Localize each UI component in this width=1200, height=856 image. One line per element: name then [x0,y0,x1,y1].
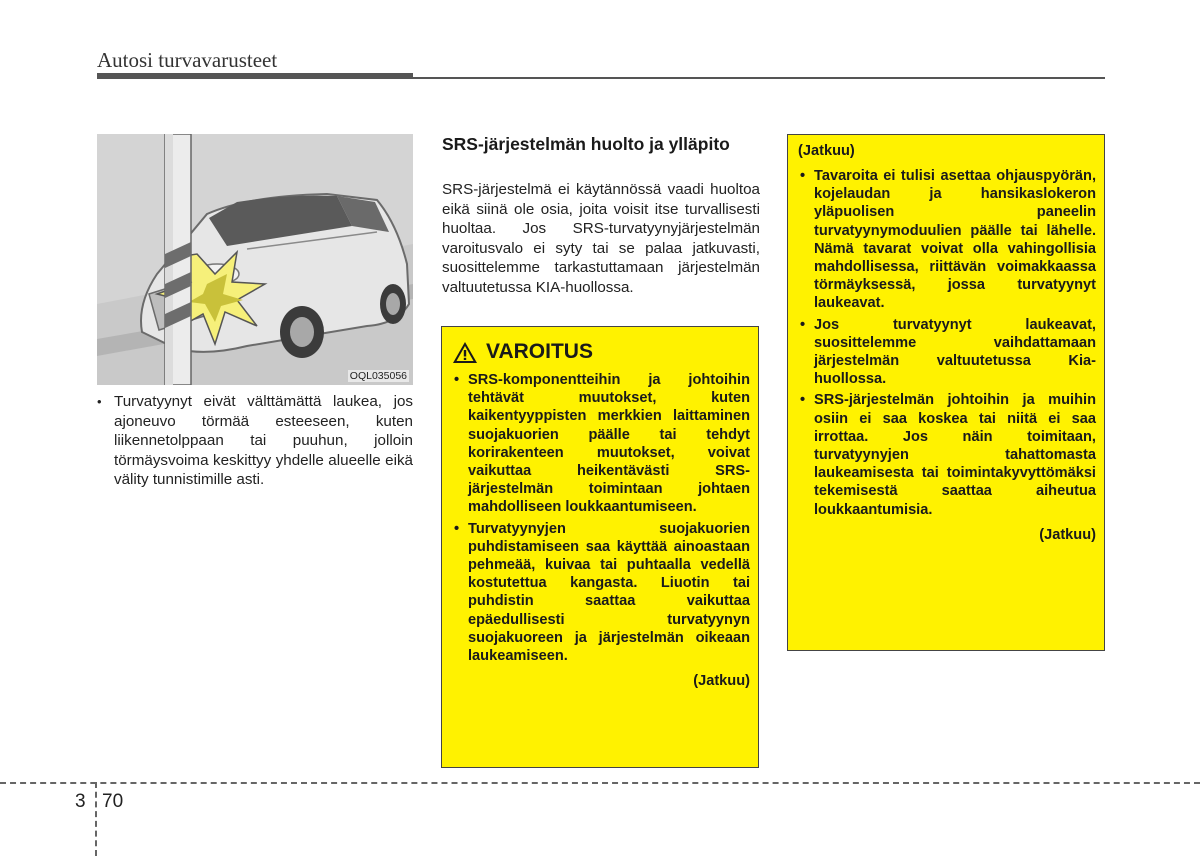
warning-item: • Jos turvatyynyt laukeavat, suosittelemme vaihdattamaan järjestelmän valtuutetussa Kia-huollossa. [798,316,1096,389]
warning-item: • SRS-komponentteihin ja johtoihin tehtävät muutokset, kuten kaikentyyppisten merkkien laittaminen suojakuorien päälle tai tehdyt korirakenteen muutokset, voivat vaikuttaa heikentävästi SRS-järjestelmän toimintaan johtaen mahdolliseen loukkaantumiseen. [452,371,750,517]
continued-label: (Jatkuu) [693,673,750,690]
warning-title-text: VAROITUS [486,340,593,363]
image-code-label: OQL035056 [349,370,407,382]
header-rule-thick [97,73,413,79]
page-header-title: Autosi turvavarusteet [97,48,278,72]
section-heading: SRS-järjestelmän huolto ja ylläpito [442,134,730,154]
continued-bottom-label: (Jatkuu) [1039,526,1096,543]
warning-item: • Tavaroita ei tulisi asettaa ohjauspyörän, kojelaudan ja hansikaslokeron yläpuolisen paneelin turvatyynymoduulien päälle tai lähelle. Nämä tavarat voivat olla vahingollisia mahdollisessa, riittävän voimakkaassa törmäyksessä, jossa turvatyynyt laukeavat. [798,167,1096,313]
header-rule-thin [413,77,1105,79]
section-body: SRS-järjestelmä ei käytännössä vaadi huoltoa eikä siinä ole osia, joita voisit itse turvallisesti huoltaa. Jos SRS-turvatyynyjärjestelmän varoitusvalo ei syty tai se palaa jatkuvasti, suosittelemme tarkastuttamaan järjestelmän valtuutetussa KIA-huollossa. [442,181,760,296]
warning-list [452,371,750,665]
footer-rule [0,782,1200,784]
warning-item: • SRS-järjestelmän johtoihin ja muihin osiin ei saa koskea tai niitä ei saa irrottaa. Jos näin toimitaan, turvatyynyjen tahattomasta laukeamisesta tai toimintakyvyttömäksi tekemisestä saattaa aiheutua loukkaantumisia. [798,391,1096,518]
warning-item: • Turvatyynyjen suojakuorien puhdistamiseen saa käyttää ainoastaan pehmeää, kuivaa tai puhtaalla vedellä kostutettua kangasta. Liuotin tai puhdistin saattaa vaikuttaa epäedullisesti turvatyynyn suojakuoreen ja järjestelmän oikeaan laukeamiseen. [452,520,750,666]
warning-triangle-icon [452,341,478,364]
footer-vertical-rule [95,782,97,856]
car-pole-impact-image [97,134,413,385]
warning-list-continued [798,167,1096,519]
warning-title [452,337,750,367]
chapter-number: 3 [75,791,86,812]
pole-icon [165,134,191,385]
continued-top-label: (Jatkuu) [798,143,855,159]
warning-box-continued [787,134,1105,651]
page-number: 70 [102,791,124,812]
crash-illustration [97,134,413,385]
warning-box [441,326,759,768]
airbag-note-bullet: • Turvatyynyt eivät välttämättä laukea, jos ajoneuvo törmää esteeseen, kuten liikennetolppaan tai puuhun, jolloin törmäysvoima keskittyy yhdelle alueelle eikä välity tunnistimille asti. [97,392,413,490]
